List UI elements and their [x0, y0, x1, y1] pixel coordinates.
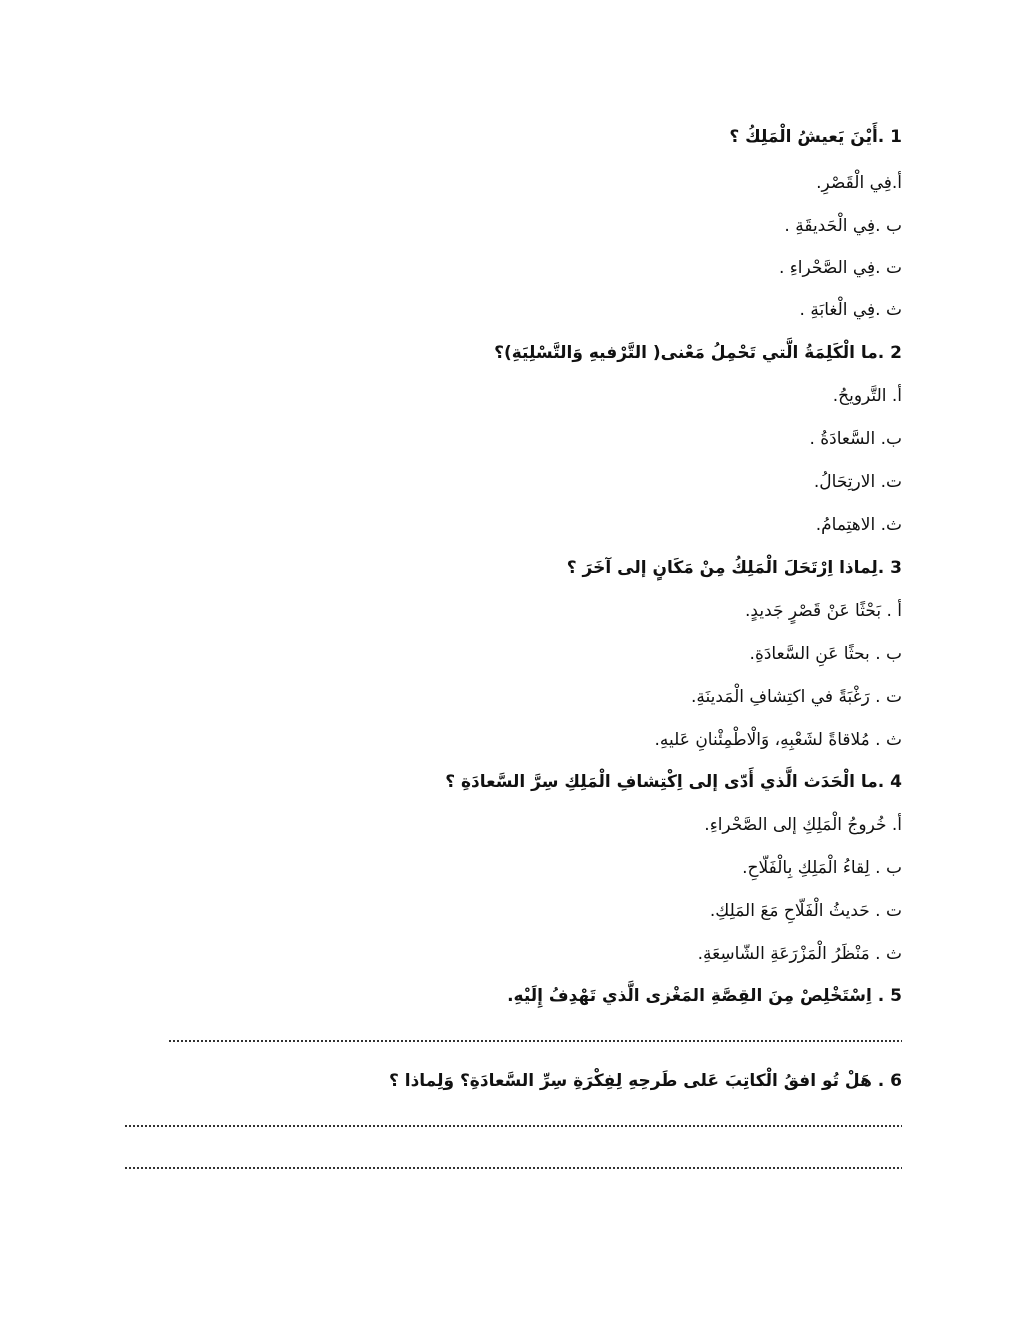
question-1: 1 .أَيْنَ يَعيشُ الْمَلِكُ ؟	[729, 127, 902, 147]
question-4-option-a: أ. خُروجُ الْمَلِكِ إلى الصَّحْراءِ.	[704, 815, 902, 835]
question-3-option-c: ت . رَغْبَةً في اكتِشافِ الْمَدينَةِ.	[690, 687, 902, 707]
question-3: 3 .لِماذا اِرْتَحَلَ الْمَلِكُ مِنْ مَكَانٍ إلى آخَرَ ؟	[566, 558, 902, 578]
answer-line-6a	[124, 1124, 902, 1128]
question-2-option-c: ت. الارتِحَالُ.	[813, 472, 902, 492]
question-6: 6 . هَلْ تُو افقُ الْكاتِبَ عَلى طَرحِهِ لِفِكْرَةِ سِرِّ السَّعادَةِ؟ وَلِماذا ؟	[388, 1071, 902, 1091]
question-2-option-b: ب. السَّعادَةُ .	[809, 429, 902, 449]
question-4-option-d: ث . مَنْظَرُ الْمَزْرَعَةِ الشّاسِعَةِ.	[697, 944, 902, 964]
question-1-option-a: أ.فِي الْقَصْرِ.	[816, 173, 902, 193]
question-1-option-d: ث .فِي الْغابَةِ .	[799, 300, 902, 320]
question-2: 2 .ما الْكَلِمَةُ الَّتي تَحْمِلُ مَعْنى( التَّرْفيهِ وَالتَّسْلِيَةِ)؟	[494, 343, 902, 363]
question-5: 5 . اِسْتَخْلِصْ مِنَ القِصَّةِ المَغْزى الَّذي تَهْدِفُ إِلَيْهِ.	[507, 986, 902, 1006]
question-2-option-a: أ. التَّرويحُ.	[832, 386, 902, 406]
question-3-option-b: ب . بحثًا عَنِ السَّعادَةِ.	[749, 644, 902, 664]
question-4-option-b: ب . لِقاءُ الْمَلِكِ بِالْفَلّاحِ.	[742, 858, 902, 878]
question-4: 4 .ما الْحَدَث الَّذي أَدّى إلى اِكْتِشافِ الْمَلِكِ سِرَّ السَّعادَةِ ؟	[445, 772, 902, 792]
question-2-option-d: ث. الاهتِمامُ.	[815, 515, 902, 535]
question-1-option-c: ت .فِي الصَّحْراءِ .	[778, 258, 902, 278]
question-3-option-a: أ . بَحْثًا عَنْ قَصْرٍ جَديدٍ.	[745, 601, 902, 621]
answer-line-5	[168, 1039, 902, 1043]
question-4-option-c: ت . حَديثُ الْفَلّاحِ مَعَ المَلِكِ.	[709, 901, 902, 921]
question-3-option-d: ث . مُلاقاةً لشَعْبِهِ، وَالْاطْمِئْنانِ عَليهِ.	[654, 730, 902, 750]
answer-line-6b	[124, 1166, 902, 1170]
question-1-option-b: ب .فِي الْحَديقَةِ .	[784, 216, 902, 236]
